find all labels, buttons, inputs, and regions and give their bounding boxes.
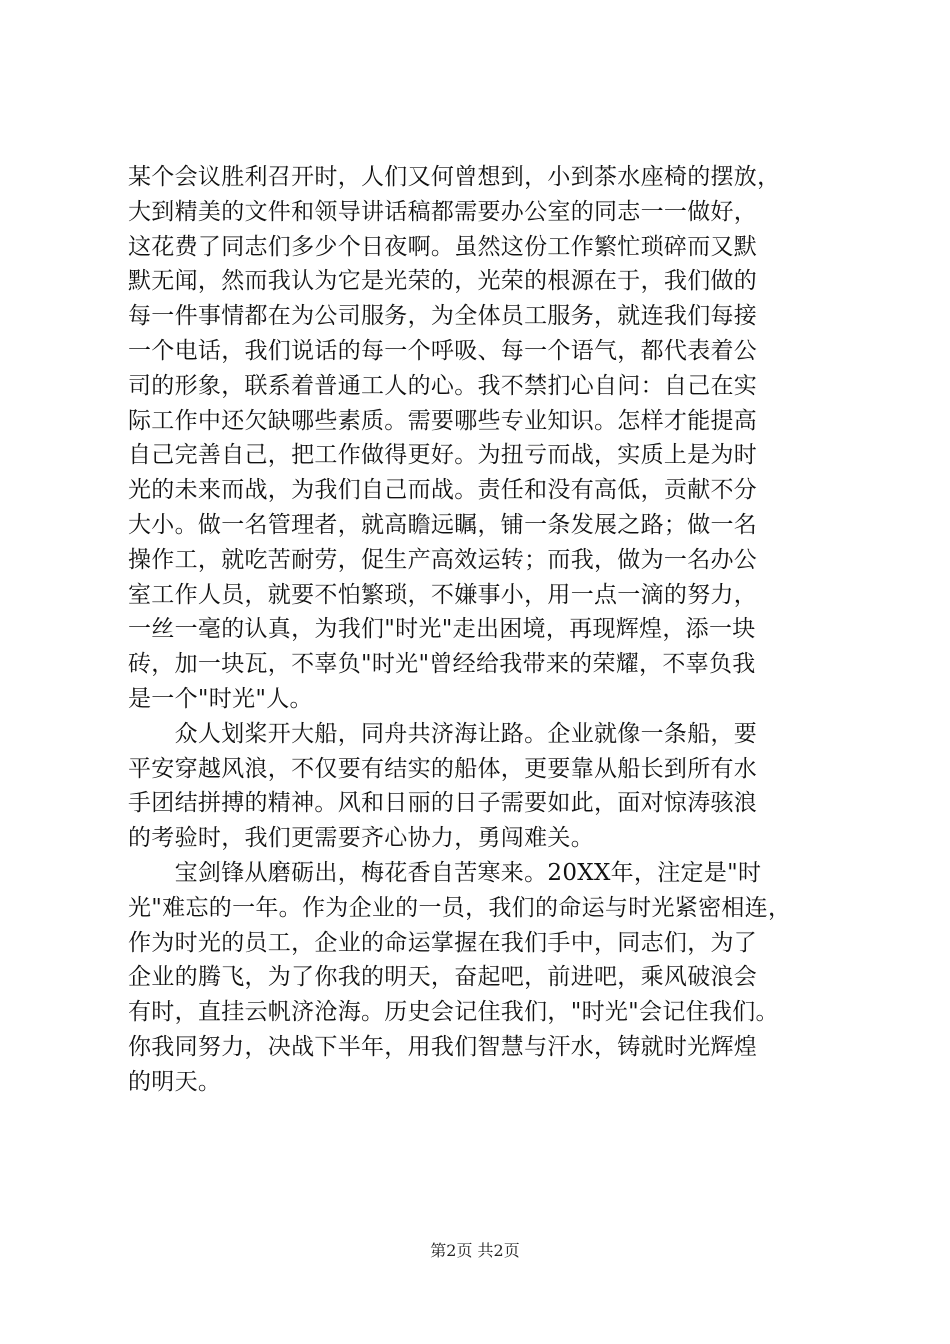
text-line: 你我同努力，决战下半年，用我们智慧与汗水，铸就时光辉煌	[128, 1033, 758, 1060]
text-line: 的考验时，我们更需要齐心协力，勇闯难关。	[128, 825, 594, 852]
text-line: 司的形象，联系着普通工人的心。我不禁扪心自问：自己在实	[128, 372, 758, 399]
text-line: 某个会议胜利召开时，人们又何曾想到，小到茶水座椅的摆放，	[128, 164, 781, 190]
text-line: 大到精美的文件和领导讲话稿都需要办公室的同志一一做好，	[128, 198, 758, 225]
text-line: 砖，加一块瓦，不辜负"时光"曾经给我带来的荣耀，不辜负我	[128, 651, 756, 678]
text-line: 手团结拼搏的精神。风和日丽的日子需要如此，面对惊涛骇浪	[128, 790, 758, 817]
page-number: 第2页 共2页	[430, 1241, 520, 1260]
text-line: 自己完善自己，把工作做得更好。为扭亏而战，实质上是为时	[128, 442, 758, 469]
text-line: 宝剑锋从磨砺出，梅花香自苦寒来。20XX年，注定是"时	[128, 859, 762, 886]
text-line: 的明天。	[128, 1068, 222, 1095]
text-line: 光"难忘的一年。作为企业的一员，我们的命运与时光紧密相连，	[128, 894, 792, 921]
text-line: 光的未来而战，为我们自己而战。责任和没有高低，贡献不分	[128, 477, 758, 504]
text-line: 每一件事情都在为公司服务，为全体员工服务，就连我们每接	[128, 303, 758, 330]
text-line: 际工作中还欠缺哪些素质。需要哪些专业知识。怎样才能提高	[128, 407, 758, 434]
text-line: 大小。做一名管理者，就高瞻远瞩，铺一条发展之路；做一名	[128, 511, 758, 538]
text-line: 一丝一毫的认真，为我们"时光"走出困境，再现辉煌，添一块	[128, 616, 756, 643]
text-line: 作为时光的员工，企业的命运掌握在我们手中，同志们，为了	[128, 929, 758, 956]
text-line: 有时，直挂云帆济沧海。历史会记住我们，"时光"会记住我们。	[128, 999, 779, 1026]
page-footer	[0, 1240, 950, 1262]
text-line: 企业的腾飞，为了你我的明天，奋起吧，前进吧，乘风破浪会	[128, 964, 758, 991]
text-line: 默无闻，然而我认为它是光荣的，光荣的根源在于，我们做的	[128, 268, 758, 295]
text-line: 一个电话，我们说话的每一个呼吸、每一个语气，都代表着公	[128, 337, 758, 364]
text-line: 是一个"时光"人。	[128, 685, 313, 712]
text-line: 操作工，就吃苦耐劳，促生产高效运转；而我，做为一名办公	[128, 546, 758, 573]
text-line: 众人划桨开大船，同舟共济海让路。企业就像一条船，要	[128, 720, 758, 747]
text-line: 这花费了同志们多少个日夜啊。虽然这份工作繁忙琐碎而又默	[128, 233, 758, 260]
text-line: 平安穿越风浪，不仅要有结实的船体，更要靠从船长到所有水	[128, 755, 758, 782]
document-body	[128, 160, 848, 1100]
text-line: 室工作人员，就要不怕繁琐，不嫌事小，用一点一滴的努力，	[128, 581, 758, 608]
